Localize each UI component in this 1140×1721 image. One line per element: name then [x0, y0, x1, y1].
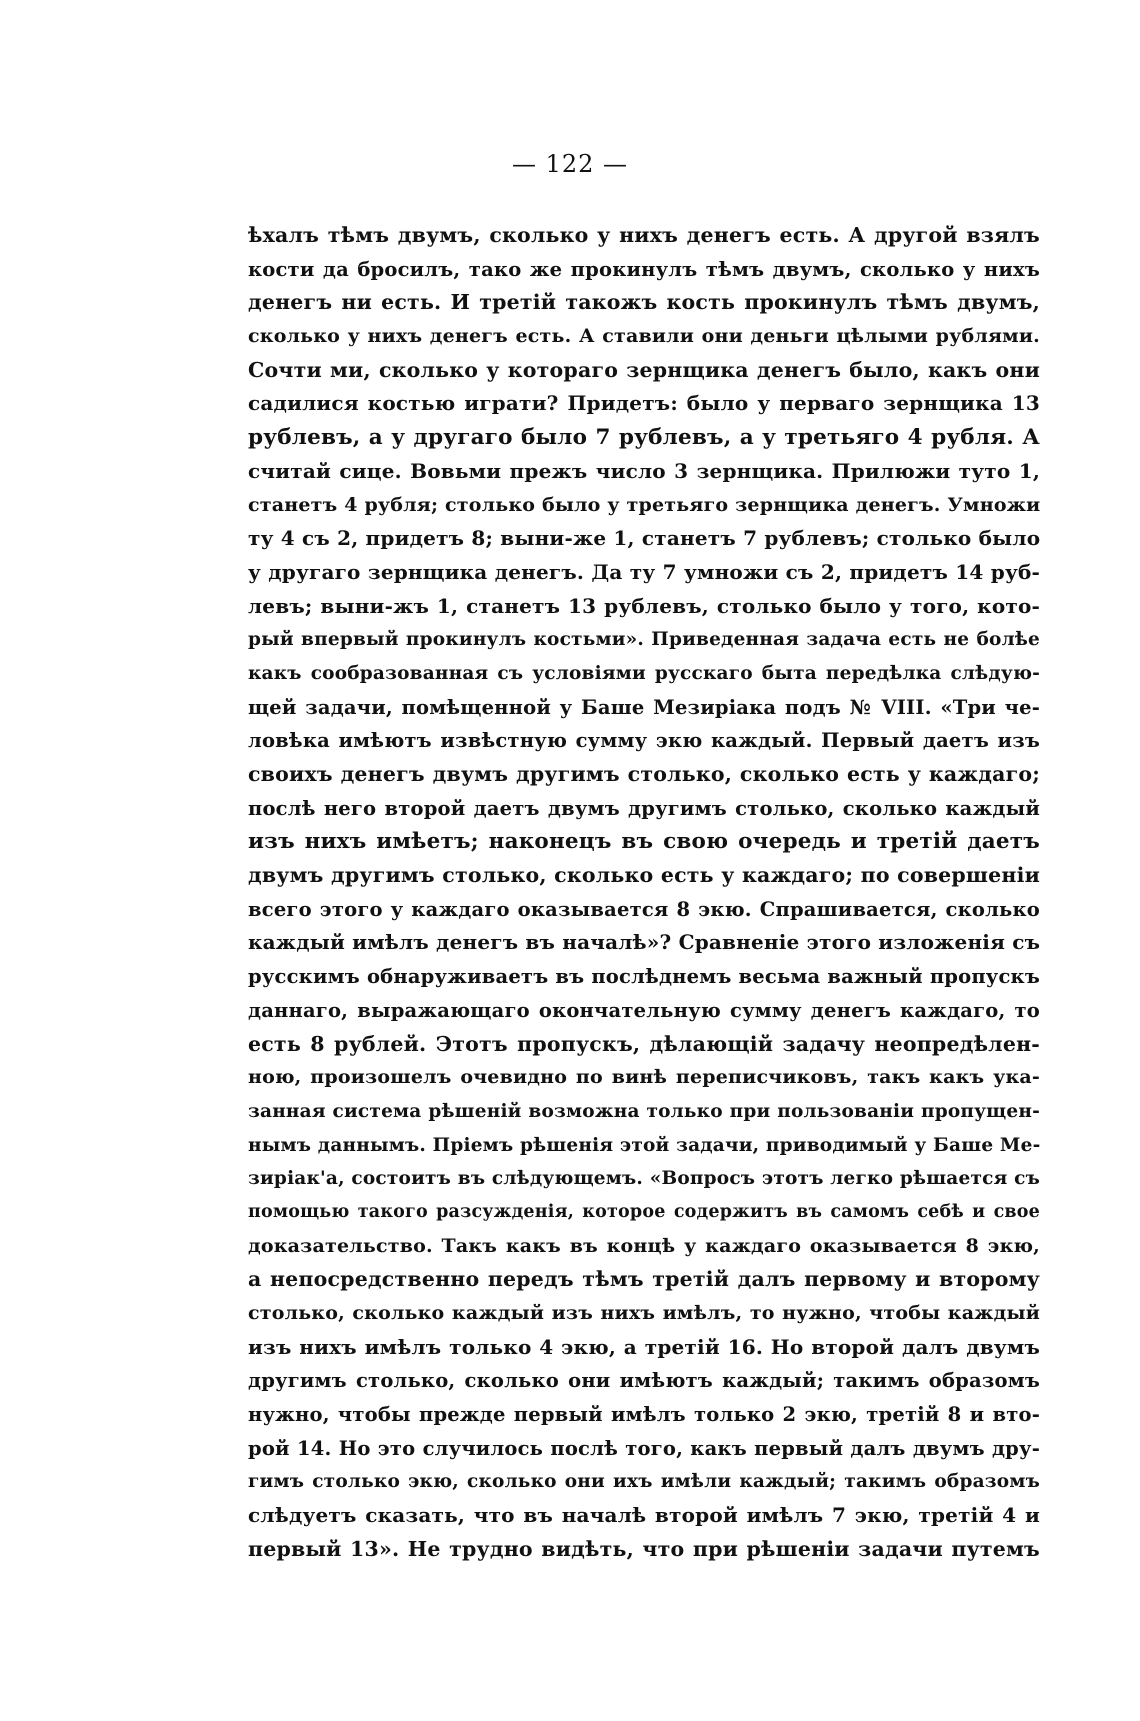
text-line: ту 4 съ 2, придетъ 8; выни-же 1, станетъ 7 рублевъ; столько было — [248, 526, 1040, 551]
text-line: первый 13». Не трудно видѣть, что при рѣшеніи задачи путемъ — [248, 1536, 1040, 1561]
text-line: нымъ даннымъ. Пріемъ рѣшенія этой задачи, приводимый у Баше Ме- — [248, 1134, 1040, 1156]
text-line: изъ нихъ имѣетъ; наконецъ въ свою очередь и третій даетъ — [248, 829, 1040, 855]
text-line: сколько у нихъ денегъ есть. А ставили они деньги цѣлыми рублями. — [248, 325, 1040, 348]
text-line: всего этого у каждаго оказывается 8 экю. Спрашивается, сколько — [248, 897, 1040, 921]
text-line: рый впервый прокинулъ костьми». Приведенная задача есть не болѣе — [248, 629, 1040, 651]
text-line: кости да бросилъ, тако же прокинулъ тѣмъ двумъ, сколько у нихъ — [248, 257, 1040, 281]
text-line: станетъ 4 рубля; столько было у третьяго зернщика денегъ. Умножи — [248, 493, 1040, 516]
text-line: гимъ столько экю, сколько они ихъ имѣли каждый; такимъ образомъ — [248, 1471, 1040, 1493]
text-line: каждый имѣлъ денегъ въ началѣ»? Сравненіе этого изложенія съ — [248, 930, 1040, 955]
text-line: есть 8 рублей. Этотъ пропускъ, дѣлающій задачу неопредѣлен- — [248, 1031, 1040, 1056]
text-line: рой 14. Но это случилось послѣ того, какъ первый далъ двумъ дру- — [248, 1436, 1040, 1460]
text-line: столько, сколько каждый изъ нихъ имѣлъ, то нужно, чтобы каждый — [248, 1302, 1040, 1324]
text-line: у другаго зернщика денегъ. Да ту 7 умножи съ 2, придетъ 14 руб- — [248, 559, 1040, 584]
text-line: занная система рѣшеній возможна только при пользованіи пропущен- — [248, 1100, 1040, 1122]
text-line: ною, произошелъ очевидно по винѣ переписчиковъ, такъ какъ ука- — [248, 1066, 1040, 1089]
text-line: а непосредственно передъ тѣмъ третій далъ первому и второму — [248, 1267, 1040, 1292]
body-text — [248, 219, 1040, 1567]
text-line: денегъ ни есть. И третій такожъ кость прокинулъ тѣмъ двумъ, — [248, 290, 1040, 315]
text-line: другимъ столько, сколько они имѣютъ каждый; такимъ образомъ — [248, 1369, 1040, 1393]
text-line: какъ сообразованная съ условіями русскаго быта передѣлка слѣдую- — [248, 662, 1040, 684]
text-line: русскимъ обнаруживаетъ въ послѣднемъ весьма важный пропускъ — [248, 965, 1040, 989]
text-line: считай сице. Вовьми прежъ число 3 зернщика. Прилюжи туто 1, — [248, 458, 1040, 483]
text-line: зиріак'а, состоитъ въ слѣдующемъ. «Вопросъ этотъ легко рѣшается съ — [248, 1168, 1040, 1190]
text-line: нужно, чтобы прежде первый имѣлъ только 2 экю, третій 8 и вто- — [248, 1403, 1040, 1427]
text-line: рублевъ, а у другаго было 7 рублевъ, а у третьяго 4 рубля. А — [248, 425, 1040, 451]
text-line: изъ нихъ имѣлъ только 4 экю, а третій 16. Но второй далъ двумъ — [248, 1334, 1040, 1359]
text-line: даннаго, выражающаго окончательную сумму денегъ каждаго, то — [248, 998, 1040, 1022]
text-line: левъ; выни-жъ 1, станетъ 13 рублевъ, столько было у того, кото- — [248, 593, 1040, 618]
text-line: помощью такого разсужденія, которое содержитъ въ самомъ себѣ и свое — [248, 1201, 1040, 1222]
text-line: щей задачи, помѣщенной у Баше Мезиріака подъ № VIII. «Три че- — [248, 695, 1040, 719]
text-line: доказательство. Такъ какъ въ концѣ у каждаго оказывается 8 экю, — [248, 1234, 1040, 1257]
text-line: садилися костью играти? Придетъ: было у перваго зернщика 13 — [248, 391, 1040, 416]
text-line: ѣхалъ тѣмъ двумъ, сколько у нихъ денегъ есть. А другой взялъ — [248, 223, 1040, 247]
page-number: — 122 — — [511, 150, 629, 178]
text-line: послѣ него второй даетъ двумъ другимъ столько, сколько каждый — [248, 796, 1040, 820]
text-line: Сочти ми, сколько у котораго зернщика денегъ было, какъ они — [248, 357, 1040, 382]
text-line: своихъ денегъ двумъ другимъ столько, сколько есть у каждаго; — [248, 762, 1040, 786]
text-line: ловѣка имѣютъ извѣстную сумму экю каждый. Первый даетъ изъ — [248, 729, 1040, 753]
text-line: слѣдуетъ сказать, что въ началѣ второй имѣлъ 7 экю, третій 4 и — [248, 1503, 1040, 1528]
text-line: двумъ другимъ столько, сколько есть у каждаго; по совершеніи — [248, 863, 1040, 888]
